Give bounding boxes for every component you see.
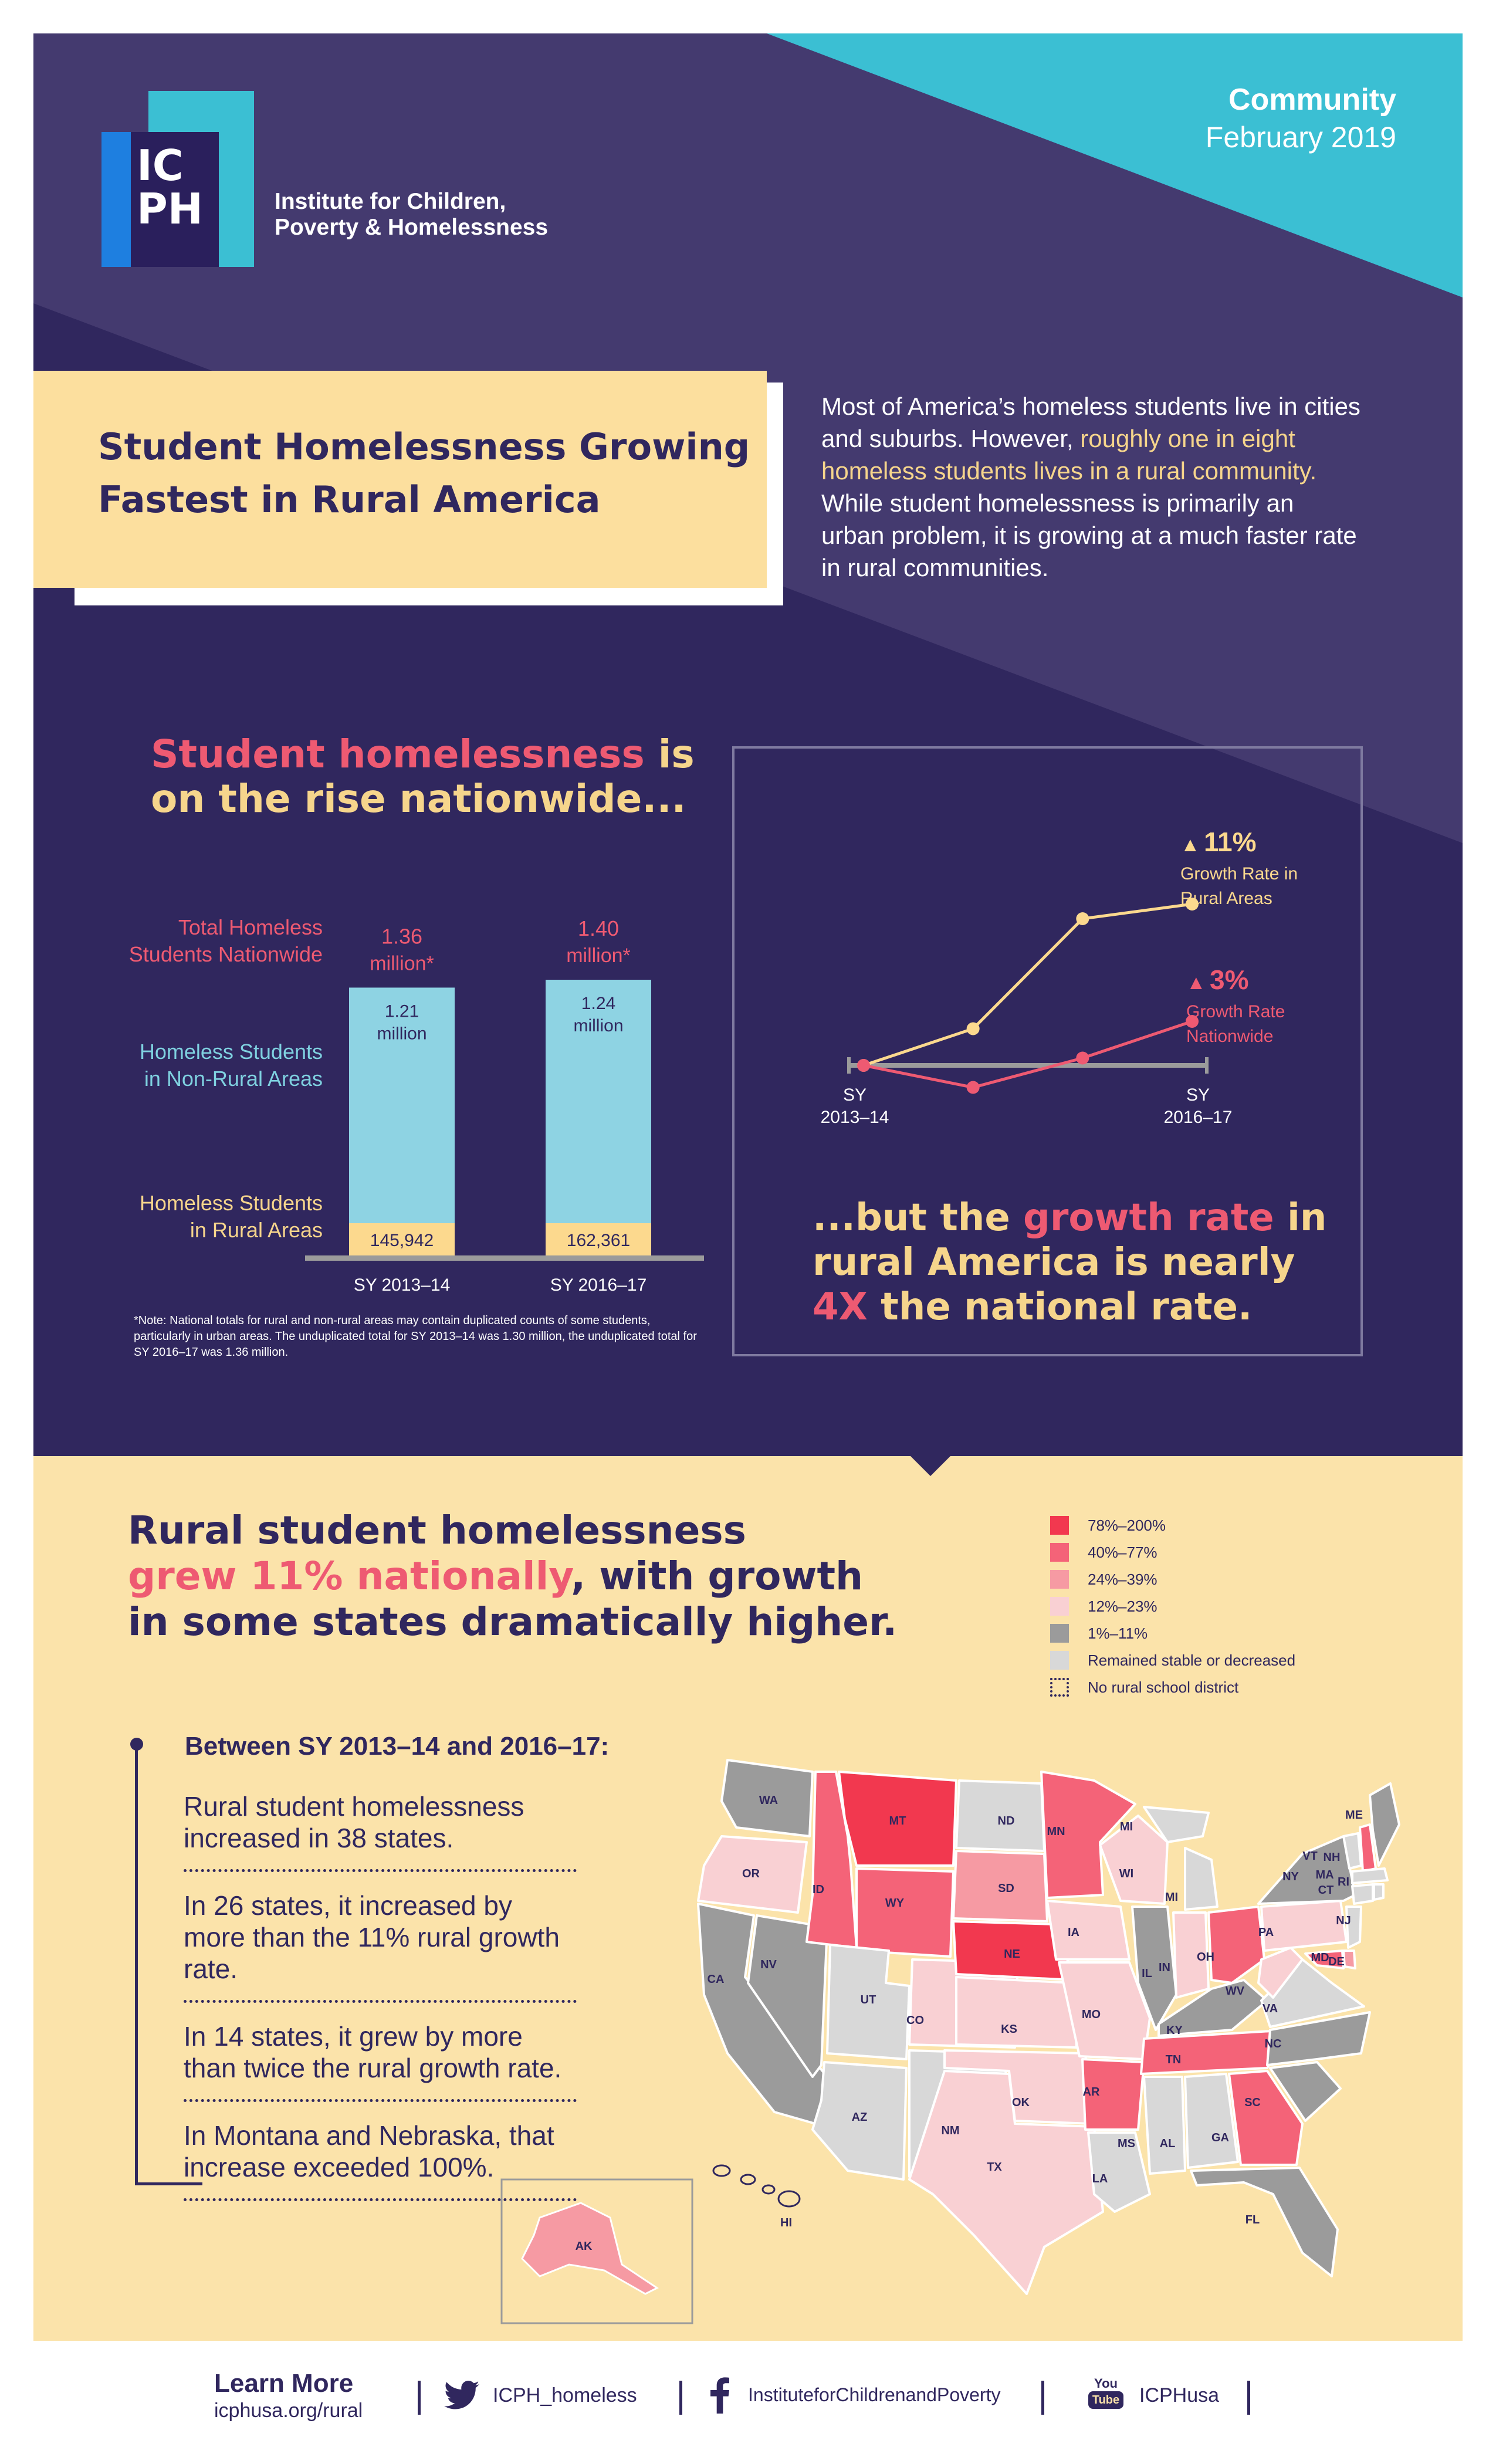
map-label-OR: OR (742, 1867, 760, 1880)
rise-heading-rest: on the rise nationwide... (151, 776, 686, 821)
footer-separator (418, 2381, 421, 2415)
map-label-AR: AR (1082, 2086, 1100, 2099)
rise-heading (151, 732, 695, 821)
intro-highlight: roughly one in eight homeless students lives in a rural community. (821, 425, 1317, 485)
legend-swatch (1050, 1678, 1069, 1697)
total-label-line2: Students Nationwide (128, 942, 323, 966)
rural-growth-4x: 4X (813, 1285, 868, 1329)
icph-logo (101, 91, 260, 267)
line-point (1076, 1052, 1089, 1065)
total-label (70, 914, 323, 968)
map-label-CA: CA (707, 1973, 725, 1986)
date-label: February 2019 (1205, 121, 1396, 154)
map-label-WI: WI (1119, 1867, 1134, 1880)
map-label-TX: TX (987, 2161, 1002, 2174)
intro-part1: Most of America’s homeless students live in cities and suburbs. However, (821, 392, 1360, 452)
map-heading-line3: in some states dramatically higher. (128, 1599, 898, 1644)
hawaii-island (763, 2185, 774, 2194)
us-map (575, 1748, 1396, 2306)
map-label-IL: IL (1142, 1967, 1152, 1980)
map-label-IN: IN (1159, 1961, 1170, 1974)
map-label-MO: MO (1081, 2008, 1101, 2021)
bar-nonrural (349, 987, 455, 1223)
state-NJ (1346, 1907, 1361, 1948)
state-PA (1261, 1901, 1346, 1951)
map-label-UT: UT (860, 1993, 876, 2006)
state-DE (1343, 1951, 1355, 1968)
title-box (33, 371, 767, 588)
state-MI-lower (1185, 1848, 1217, 1910)
title-line2: Fastest in Rural America (98, 478, 601, 521)
map-label-AZ: AZ (851, 2111, 868, 2124)
map-label-MA: MA (1315, 1869, 1334, 1881)
between-title: Between SY 2013–14 and 2016–17: (185, 1732, 610, 1761)
bar-nonrural-value: 1.21 (384, 1001, 419, 1021)
bar-chart (293, 868, 716, 1314)
bar-total-value: 1.40 (577, 916, 620, 940)
legend-item (1050, 1620, 1295, 1647)
map-label-ME: ME (1345, 1809, 1363, 1822)
rural-label (70, 1190, 323, 1244)
legend-swatch (1050, 1543, 1069, 1562)
state-MA (1352, 1869, 1387, 1883)
title-line1: Student Homelessness Growing (98, 425, 750, 468)
footer-separator (1041, 2381, 1044, 2415)
facebook-page[interactable]: InstituteforChildrenandPoverty (748, 2384, 1001, 2405)
map-label-AL: AL (1159, 2137, 1176, 2150)
logo-text: ICPH (137, 141, 204, 233)
bar-nonrural-unit: million (573, 1016, 624, 1035)
map-label-CO: CO (906, 2014, 924, 2027)
org-name (275, 189, 548, 241)
map-label-DE: DE (1328, 1955, 1345, 1968)
map-label-WY: WY (885, 1897, 905, 1910)
hawaii-island (713, 2165, 730, 2176)
bar-nonrural-unit: million (377, 1024, 427, 1044)
legend-label: 1%–11% (1088, 1624, 1148, 1642)
map-label-MS: MS (1118, 2137, 1135, 2150)
legend-swatch (1050, 1570, 1069, 1589)
line-series-label: Growth Rate in (1180, 864, 1298, 884)
fact-item: Rural student homelessness increased in 38 states. (184, 1791, 577, 1872)
nonrural-label (70, 1038, 323, 1092)
rural-growth-middle: in rural America is nearly (813, 1196, 1327, 1284)
hawaii-island (741, 2175, 755, 2184)
legend-label: 40%–77% (1088, 1543, 1157, 1561)
map-label-WA: WA (759, 1794, 779, 1807)
map-label-NE: NE (1004, 1948, 1020, 1961)
line-x-label: SY (1186, 1085, 1210, 1105)
legend-label: Remained stable or decreased (1088, 1651, 1296, 1669)
legend-item (1050, 1593, 1295, 1620)
line-series-0 (864, 904, 1192, 1065)
map-heading-rest: , with growth (571, 1553, 863, 1599)
footer-separator (679, 2381, 682, 2415)
legend-swatch (1050, 1651, 1069, 1670)
legend-label: 12%–23% (1088, 1597, 1157, 1615)
rise-heading-is: is (658, 732, 695, 777)
legend-label: 78%–200% (1088, 1516, 1166, 1534)
youtube-channel[interactable]: ICPHusa (1139, 2384, 1220, 2407)
legend-swatch (1050, 1597, 1069, 1616)
state-NY (1258, 1836, 1355, 1904)
line-end-arrow: ▲ (1186, 972, 1206, 994)
org-name-line1: Institute for Children, (275, 189, 506, 214)
fact-item: In 14 states, it grew by more than twice the rural growth rate. (184, 2020, 577, 2102)
intro-paragraph (821, 390, 1361, 584)
rural-growth-heading (813, 1196, 1352, 1329)
line-end-value: 3% (1210, 964, 1249, 995)
hawaii-islands (713, 2165, 800, 2206)
rural-growth-suffix: the national rate. (881, 1285, 1253, 1329)
facts-list (184, 1791, 577, 2201)
state-RI (1374, 1884, 1383, 1900)
legend-item (1050, 1566, 1295, 1593)
legend-swatch (1050, 1516, 1069, 1535)
map-label-NV: NV (760, 1958, 777, 1971)
bar-rural-value: 162,361 (566, 1231, 631, 1250)
nonrural-label-line1: Homeless Students (139, 1040, 323, 1064)
timeline-line (135, 1744, 138, 2185)
map-label-WV: WV (1225, 1985, 1245, 1998)
legend-label: 24%–39% (1088, 1570, 1157, 1588)
rural-label-line1: Homeless Students (139, 1191, 323, 1215)
bar-category-label: SY 2016–17 (550, 1275, 647, 1295)
map-heading (128, 1508, 897, 1645)
map-label-MT: MT (889, 1815, 906, 1827)
map-label-VA: VA (1262, 2002, 1278, 2015)
total-label-line1: Total Homeless (178, 915, 323, 939)
map-label-MI: MI (1119, 1820, 1133, 1833)
rural-growth-prefix: ...but the (813, 1196, 1010, 1240)
bar-chart-note: *Note: National totals for rural and non-rural areas may contain duplicated counts of some students, particularly in urban areas. The unduplicated total for SY 2013–14 was 1.30 million, the unduplicated total for SY 2016–17 was 1.36 million. (134, 1314, 697, 1359)
map-label-MN: MN (1047, 1825, 1065, 1838)
map-label-NH: NH (1323, 1851, 1341, 1864)
state-CT (1352, 1884, 1373, 1904)
map-label-CT: CT (1318, 1884, 1334, 1897)
map-label-IA: IA (1068, 1926, 1079, 1939)
line-point (857, 1059, 870, 1072)
map-label-NJ: NJ (1336, 1914, 1351, 1927)
line-series-label: Growth Rate (1186, 1002, 1285, 1021)
line-x-label: SY (842, 1085, 867, 1105)
legend-item (1050, 1647, 1295, 1674)
bar-total-value: 1.36 (381, 924, 423, 949)
line-x-label: 2016–17 (1163, 1108, 1233, 1127)
line-point (967, 1023, 980, 1035)
youtube-icon-bottom: Tube (1088, 2391, 1123, 2409)
map-label-MI-lower: MI (1165, 1891, 1179, 1904)
state-IA (1047, 1901, 1129, 1959)
youtube-icon-top: You (1094, 2376, 1118, 2391)
map-legend (1050, 1512, 1295, 1701)
map-label-RI: RI (1338, 1876, 1349, 1888)
category-label: Community (1228, 83, 1396, 117)
map-label-OK: OK (1012, 2096, 1030, 2109)
map-label-SD: SD (998, 1882, 1014, 1895)
fact-item: In 26 states, it increased by more than the 11% rural growth rate. (184, 1890, 577, 2003)
state-WY (857, 1869, 953, 1957)
map-label-KY: KY (1166, 2024, 1183, 2037)
map-label-GA: GA (1211, 2131, 1229, 2144)
map-label-OH: OH (1197, 1951, 1214, 1964)
bar-category-label: SY 2013–14 (353, 1275, 451, 1295)
map-label-ND: ND (997, 1815, 1015, 1827)
bar-total-unit: million* (566, 945, 631, 967)
map-label-MD: MD (1311, 1951, 1329, 1964)
line-end-value: 11% (1204, 827, 1257, 857)
map-heading-pink: grew 11% nationally (128, 1553, 571, 1599)
state-OH (1209, 1907, 1264, 1983)
map-label-TN: TN (1165, 2053, 1182, 2066)
twitter-handle[interactable]: ICPH_homeless (493, 2384, 637, 2407)
map-label-VT: VT (1302, 1850, 1318, 1863)
map-label-PA: PA (1258, 1926, 1274, 1939)
legend-item (1050, 1674, 1295, 1701)
facebook-icon[interactable] (710, 2376, 730, 2414)
map-label-NM: NM (941, 2124, 960, 2137)
org-name-line2: Poverty & Homelessness (275, 215, 549, 240)
legend-item (1050, 1512, 1295, 1539)
legend-label: No rural school district (1088, 1678, 1239, 1696)
map-label-HI: HI (780, 2216, 792, 2229)
line-series-label: Rural Areas (1180, 889, 1272, 908)
section-pointer (911, 1456, 950, 1476)
map-label-LA: LA (1092, 2172, 1108, 2185)
learn-more-url[interactable]: icphusa.org/rural (214, 2399, 363, 2422)
map-label-NY: NY (1282, 1870, 1299, 1883)
line-end-arrow: ▲ (1180, 834, 1200, 856)
line-series-1 (864, 1021, 1192, 1088)
state-MS (1144, 2077, 1185, 2174)
bar-total-unit: million* (370, 952, 434, 975)
bar-rural-value: 145,942 (370, 1231, 434, 1250)
legend-item (1050, 1539, 1295, 1566)
youtube-icon[interactable] (1088, 2376, 1123, 2414)
map-label-KS: KS (1001, 2023, 1017, 2036)
bar-baseline (305, 1255, 704, 1261)
state-KS (956, 1977, 1077, 2047)
rural-label-line2: in Rural Areas (189, 1218, 323, 1242)
nonrural-label-line2: in Non-Rural Areas (144, 1067, 323, 1091)
legend-swatch (1050, 1624, 1069, 1643)
line-x-label: 2013–14 (820, 1108, 889, 1127)
line-point (967, 1081, 980, 1094)
map-label-FL: FL (1245, 2213, 1260, 2226)
page-title (98, 421, 750, 526)
footer-separator (1247, 2381, 1250, 2415)
map-heading-line1: Rural student homelessness (128, 1508, 746, 1553)
map-label-AK: AK (575, 2240, 593, 2253)
fact-item: In Montana and Nebraska, that increase exceeded 100%. (184, 2120, 577, 2201)
rise-heading-pink: Student homelessness (151, 732, 645, 777)
state-FL (1191, 2168, 1338, 2276)
line-series-label: Nationwide (1186, 1027, 1274, 1046)
learn-more-title: Learn More (214, 2369, 354, 2398)
twitter-icon[interactable] (444, 2381, 479, 2410)
bar-nonrural-value: 1.24 (581, 994, 616, 1013)
rural-growth-pink: growth rate (1023, 1196, 1274, 1240)
map-label-SC: SC (1244, 2096, 1261, 2109)
map-label-NC: NC (1264, 2037, 1282, 2050)
line-chart (735, 749, 1360, 1159)
line-point (1076, 912, 1089, 925)
hawaii-island (779, 2191, 800, 2206)
intro-part2: While student homelessness is primarily an urban problem, it is growing at a much faster rate in rural communities. (821, 489, 1357, 581)
map-label-ID: ID (813, 1883, 824, 1896)
